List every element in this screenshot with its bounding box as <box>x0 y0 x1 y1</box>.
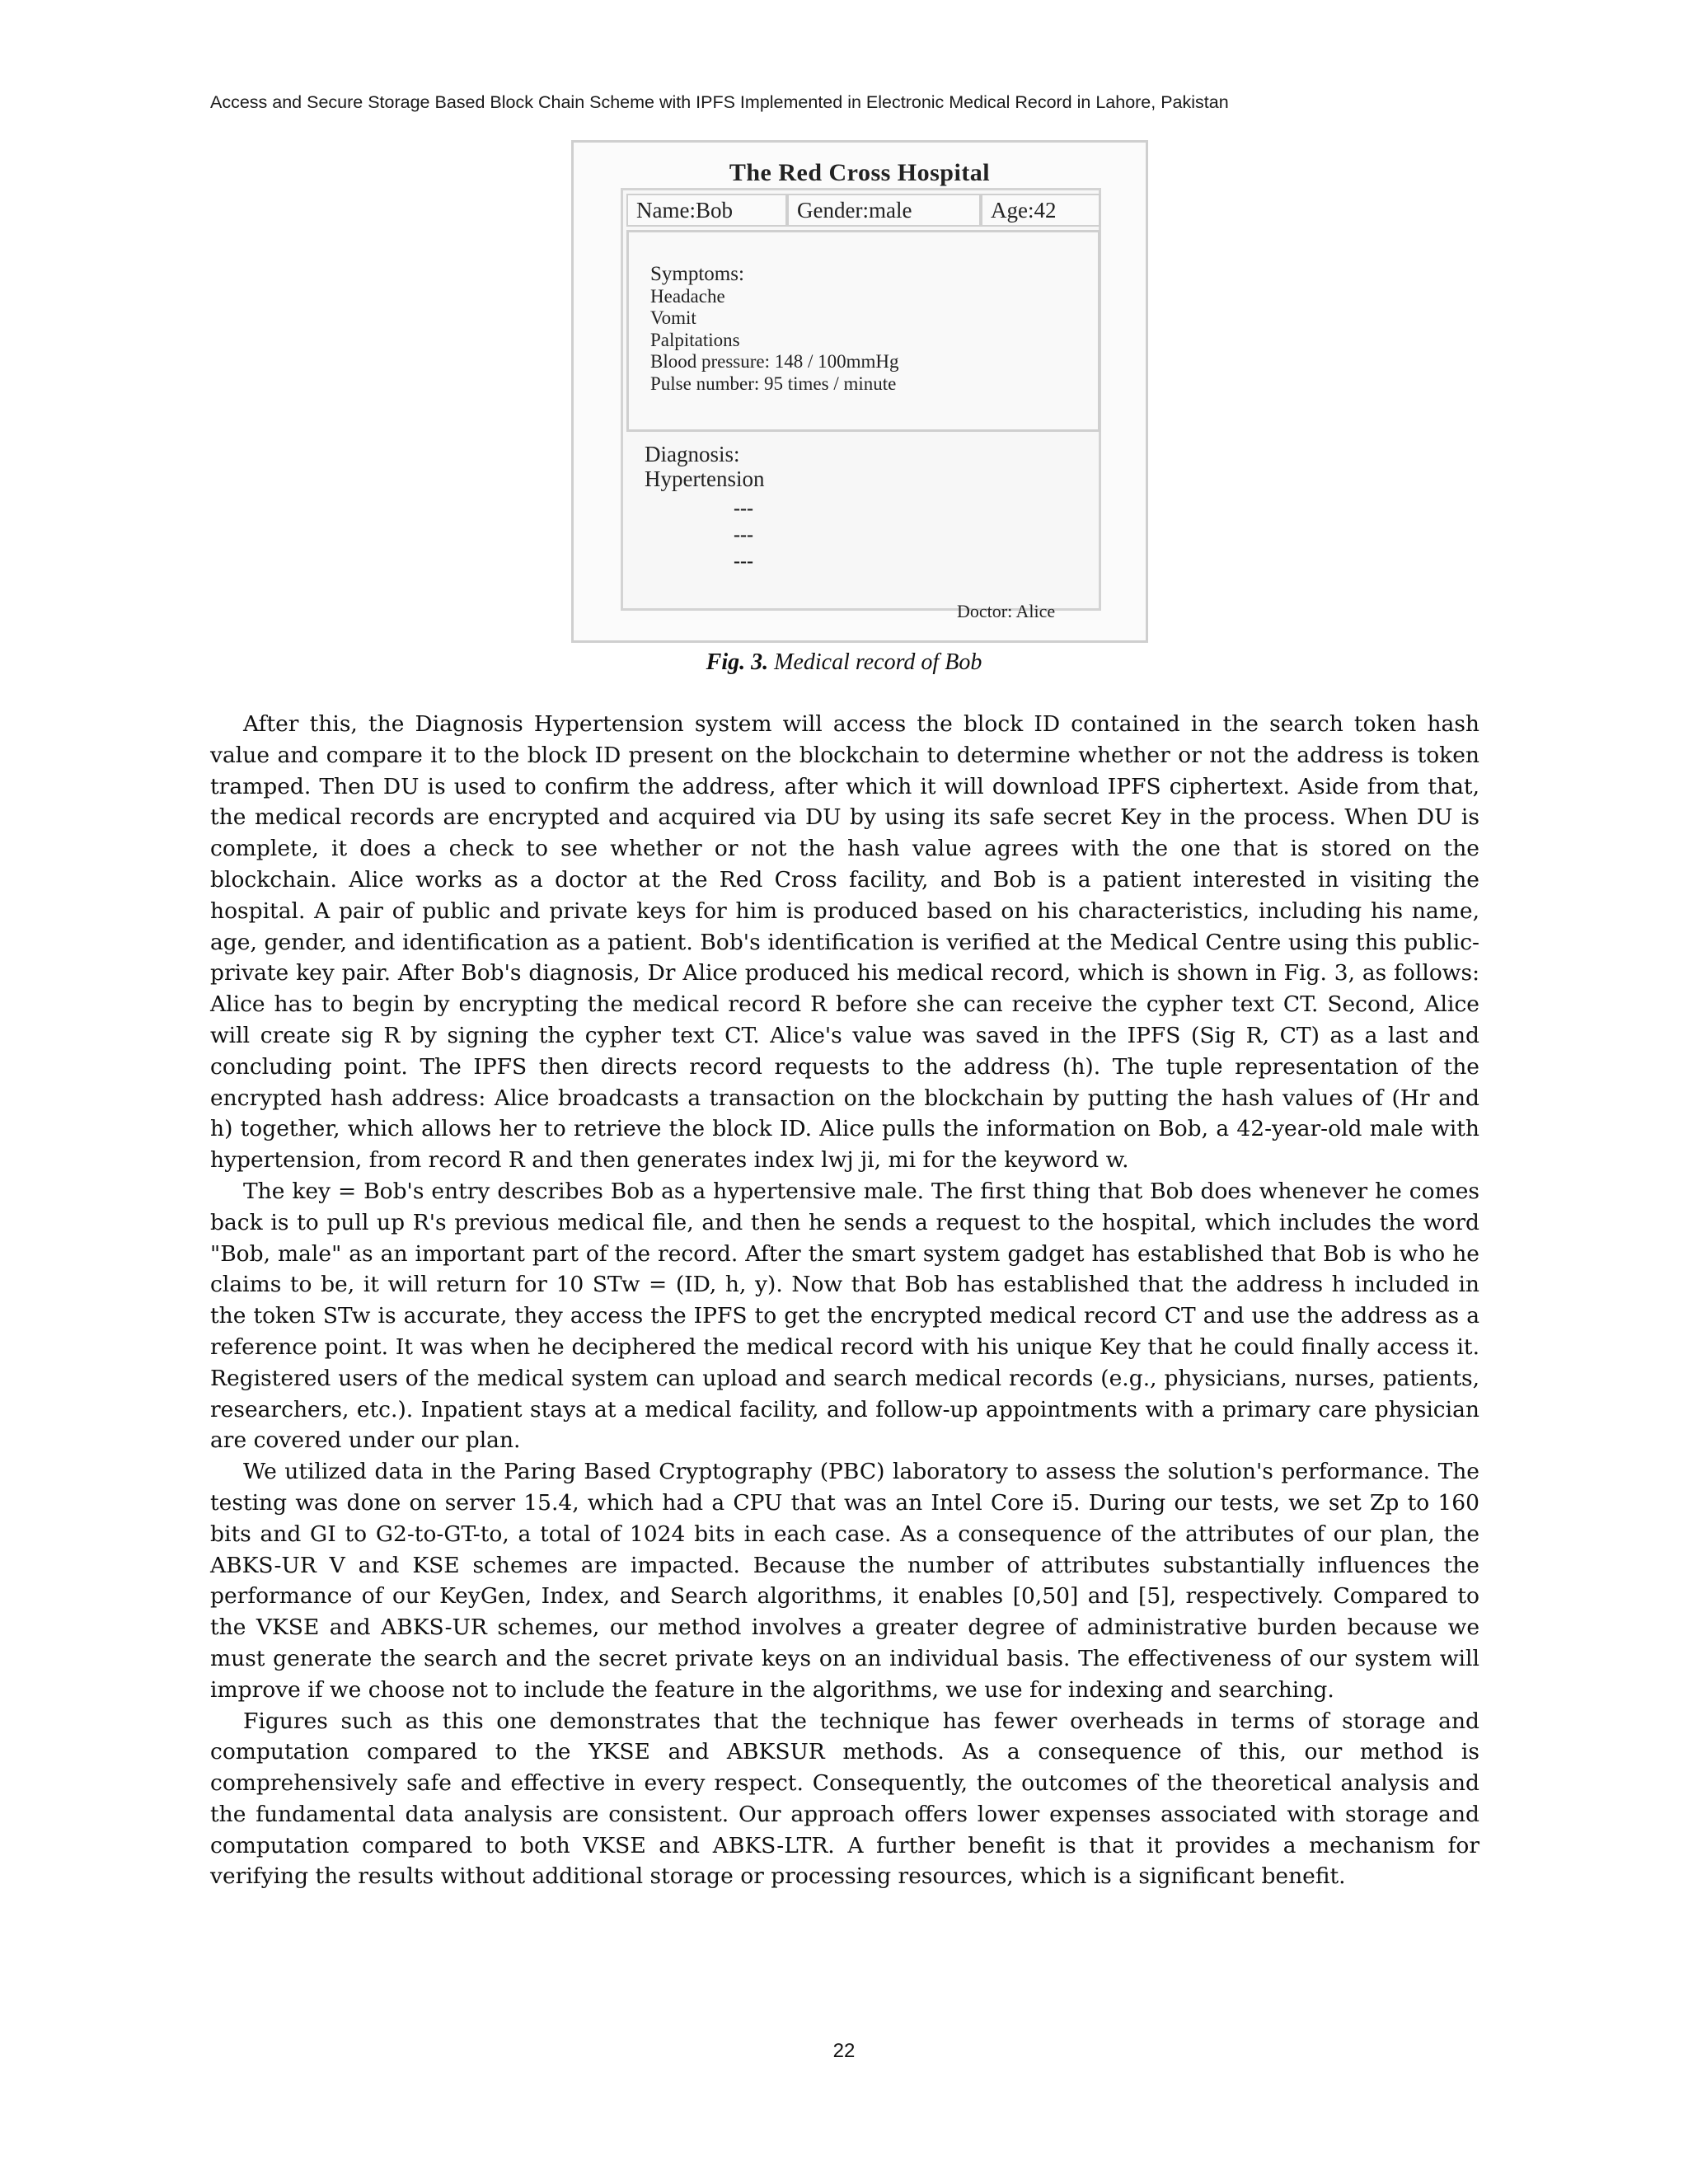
symptom-item: Vomit <box>650 307 696 328</box>
diagnosis-placeholders <box>734 495 753 574</box>
symptom-item: Pulse number: 95 times / minute <box>650 373 897 394</box>
diagnosis-block <box>645 442 764 491</box>
paragraph: We utilized data in the Paring Based Cryptography (PBC) laboratory to assess the solution's performance. The testing was done on server 15.4, which had a CPU that was an Intel Core i5. During our tests, we set Zp to 160 bits and GI to G2-to-GT-to, a total of 1024 bits in each case. As a consequence of the attributes of our plan, the ABKS-UR V and KSE schemes are impacted. Because the number of attributes substantially influences the performance of our KeyGen, Index, and Search algorithms, it enables [0,50] and [5], respectively. Compared to the VKSE and ABKS-UR schemes, our method involves a greater degree of administrative burden because we must generate the search and the secret private keys on an individual basis. The effectiveness of our system will improve if we choose not to include the feature in the algorithms, we use for indexing and searching. <box>210 1459 1479 1703</box>
symptoms-panel <box>626 230 1100 432</box>
paragraph: After this, the Diagnosis Hypertension system will access the block ID contained in the search token hash value and compare it to the block ID present on the blockchain to determine whether or not the address is token tramped. Then DU is used to confirm the address, after which it will download IPFS ciphertext. Aside from that, the medical records are encrypted and acquired via DU by using its safe secret Key in the process. When DU is complete, it does a check to see whether or not the hash value agrees with the one that is stored on the blockchain. Alice works as a doctor at the Red Cross facility, and Bob is a patient interested in visiting the hospital. A pair of public and private keys for him is produced based on his characteristics, including his name, age, gender, and identification as a patient. Bob's identification is verified at the Medical Centre using this public-private key pair. After Bob's diagnosis, Dr Alice produced his medical record, which is shown in Fig. 3, as follows: Alice has to begin by encrypting the medical record R before she can receive the cypher text CT. Second, Alice will create sig R by signing the cypher text CT. Alice's value was saved in the IPFS (Sig R, CT) as a last and concluding point. The IPFS then directs record requests to the address (h). The tuple representation of the encrypted hash address: Alice broadcasts a transaction on the blockchain by putting the hash values of (Hr and h) together, which allows her to retrieve the block ID. Alice pulls the information on Bob, a 42-year-old male with hypertension, from record R and then generates index lwj ji, mi for the keyword w. <box>210 711 1479 1174</box>
patient-name: Name:Bob <box>626 194 787 227</box>
placeholder-dashes: --- <box>734 498 753 519</box>
paragraph: Figures such as this one demonstrates that the technique has fewer overheads in terms of storage and computation compared to the YKSE and ABKSUR methods. As a consequence of this, our method is comprehensively safe and effective in every respect. Consequently, the outcomes of the theoretical analysis and the fundamental data analysis are consistent. Our approach offers lower expenses associated with storage and computation compared to both VKSE and ABKS-LTR. A further benefit is that it provides a mechanism for verifying the results without additional storage or processing resources, which is a significant benefit. <box>210 1708 1479 1890</box>
symptom-item: Headache <box>650 285 725 307</box>
page-number: 22 <box>832 2040 856 2062</box>
figure-caption-text: Medical record of Bob <box>774 649 982 675</box>
medical-record-card <box>621 188 1101 621</box>
diagnosis-heading: Diagnosis: <box>645 442 740 466</box>
doctor-signature: Doctor: Alice <box>957 601 1056 621</box>
placeholder-dashes: --- <box>734 551 753 572</box>
patient-gender: Gender:male <box>787 194 981 227</box>
figure-hospital-title: The Red Cross Hospital <box>729 159 991 186</box>
running-header: Access and Secure Storage Based Block Chain Scheme with IPFS Implemented in Electronic Medical Record in Lahore, Pakistan <box>210 92 1229 112</box>
diagnosis-value: Hypertension <box>645 466 765 491</box>
body-text <box>210 709 1479 1892</box>
symptom-item: Palpitations <box>650 329 740 350</box>
figure-caption-label: Fig. 3. <box>706 649 769 675</box>
symptom-item: Blood pressure: 148 / 100mmHg <box>650 351 899 372</box>
medical-record-figure <box>571 140 1148 643</box>
figure-caption <box>0 649 1688 676</box>
placeholder-dashes: --- <box>734 524 753 546</box>
patient-info-row <box>626 194 1100 227</box>
symptoms-list <box>650 264 899 395</box>
symptoms-heading: Symptoms: <box>650 263 744 285</box>
patient-age: Age:42 <box>981 194 1100 227</box>
paragraph: The key = Bob's entry describes Bob as a hypertensive male. The first thing that Bob does whenever he comes back is to pull up R's previous medical file, and then he sends a request to the hospital, which includes the word "Bob, male" as an important part of the record. After the smart system gadget has established that Bob is who he claims to be, it will return for 10 STw = (ID, h, y). Now that Bob has established that the address h included in the token STw is accurate, they access the IPFS to get the encrypted medical record CT and use the address as a reference point. It was when he deciphered the medical record with his unique Key that he could finally access it. Registered users of the medical system can upload and search medical records (e.g., physicians, nurses, patients, researchers, etc.). Inpatient stays at a medical facility, and follow-up appointments with a primary care physician are covered under our plan. <box>210 1178 1479 1454</box>
